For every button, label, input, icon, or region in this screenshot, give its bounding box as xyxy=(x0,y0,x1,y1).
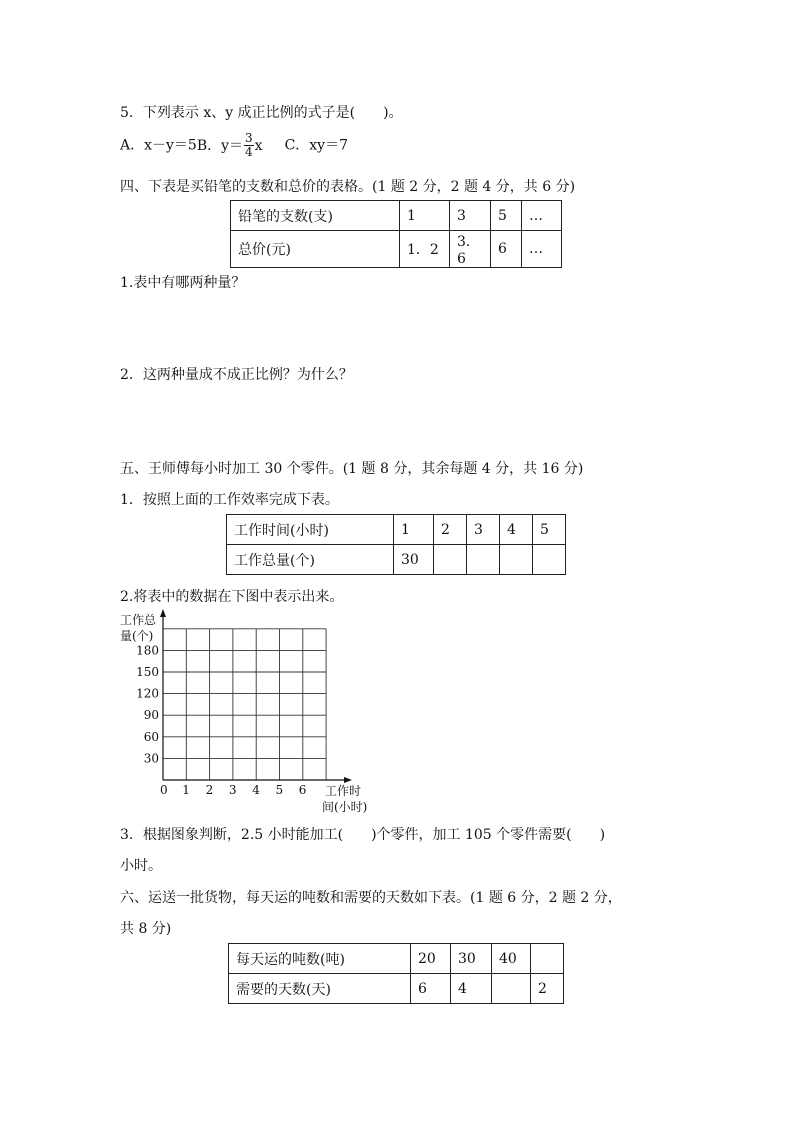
work-table-cell: 2 xyxy=(434,515,467,545)
work-table-row xyxy=(227,515,566,545)
y-tick-label: 90 xyxy=(143,708,159,723)
work-table-row-header: 工作时间(小时) xyxy=(227,515,394,545)
transport-table xyxy=(228,943,564,1004)
y-tick-label: 60 xyxy=(143,729,159,744)
section-5-q2: 2.将表中的数据在下图中表示出来。 xyxy=(120,589,344,605)
work-chart xyxy=(112,608,392,818)
q5-option-c: C．xy＝7 xyxy=(284,137,349,154)
pencil-table-cell: 5 xyxy=(491,201,522,231)
section-5-q1: 1．按照上面的工作效率完成下表。 xyxy=(120,492,339,508)
x-tick-label: 6 xyxy=(298,783,307,797)
section-4-heading: 四、下表是买铅笔的支数和总价的表格。(1 题 2 分，2 题 4 分，共 6 分) xyxy=(120,179,576,195)
y-axis-label-line1: 工作总 xyxy=(120,613,157,627)
q5-stem: 5．下列表示 x、y 成正比例的式子是( )。 xyxy=(120,105,403,121)
y-axis-arrow-icon xyxy=(160,609,166,617)
work-table-cell: 3 xyxy=(467,515,500,545)
transport-table-row-header: 需要的天数(天) xyxy=(229,974,411,1004)
work-table-cell xyxy=(533,545,566,575)
transport-table-cell: 6 xyxy=(411,974,451,1004)
pencil-table-cell: 6 xyxy=(491,231,522,268)
q5-option-b: B．y＝ $\frac{3}{4}$ x xyxy=(196,131,263,159)
transport-table-cell: 30 xyxy=(451,944,492,974)
fraction: $\frac{3}{4}$ xyxy=(245,131,253,159)
pencil-table-cell: … xyxy=(522,201,562,231)
x-tick-label: 3 xyxy=(228,783,237,797)
transport-table-cell: 20 xyxy=(411,944,451,974)
origin-label: 0 xyxy=(160,783,168,797)
section-6-heading-line2: 共 8 分) xyxy=(120,921,172,937)
transport-table-cell: 4 xyxy=(451,974,492,1004)
work-table-cell xyxy=(467,545,500,575)
x-tick-label: 1 xyxy=(182,783,190,797)
pencil-table-row xyxy=(231,201,562,231)
x-axis-arrow-icon xyxy=(344,777,352,783)
section-6-heading-line1: 六、运送一批货物，每天运的吨数和需要的天数如下表。(1 题 6 分，2 题 2 分， xyxy=(120,890,622,906)
y-axis-label-line2: 量(个) xyxy=(120,629,154,643)
pencil-table-cell: … xyxy=(522,231,562,268)
pencil-table-cell: 3 xyxy=(450,201,491,231)
y-tick-label: 180 xyxy=(136,643,159,658)
x-axis-label-line1: 工作时 xyxy=(325,784,362,798)
x-tick-label: 4 xyxy=(252,783,260,797)
section-5-heading: 五、王师傅每小时加工 30 个零件。(1 题 8 分，其余每题 4 分，共 16 分) xyxy=(120,461,584,477)
work-table xyxy=(226,514,566,575)
y-tick-label: 120 xyxy=(136,686,159,701)
transport-table-row xyxy=(229,944,564,974)
q5-options xyxy=(120,132,348,159)
work-table-cell xyxy=(434,545,467,575)
section-4-q2: 2．这两种量成不成正比例？为什么？ xyxy=(120,367,353,383)
pencil-table-cell: 3．6 xyxy=(450,231,491,268)
x-tick-label: 5 xyxy=(275,783,284,797)
section-5-q3-line2: 小时。 xyxy=(120,858,162,874)
y-tick-label: 30 xyxy=(143,751,159,766)
section-4-q1: 1.表中有哪两种量？ xyxy=(120,275,246,291)
transport-table-cell xyxy=(531,944,564,974)
work-table-row-header: 工作总量(个) xyxy=(227,545,394,575)
work-table-cell xyxy=(500,545,533,575)
pencil-table-cell: 1 xyxy=(400,201,450,231)
work-table-cell: 4 xyxy=(500,515,533,545)
pencil-table-cell: 1．2 xyxy=(400,231,450,268)
y-tick-label: 150 xyxy=(136,665,159,679)
work-table-cell: 1 xyxy=(394,515,434,545)
transport-table-cell: 40 xyxy=(492,944,531,974)
work-table-row xyxy=(227,545,566,575)
work-table-cell: 5 xyxy=(533,515,566,545)
transport-table-cell xyxy=(492,974,531,1004)
pencil-table-row xyxy=(231,231,562,268)
q5-option-a: A．x－y＝5 xyxy=(120,137,197,154)
work-table-cell: 30 xyxy=(394,545,434,575)
transport-table-row xyxy=(229,974,564,1004)
pencil-table-row-header: 总价(元) xyxy=(231,231,400,268)
pencil-table-row-header: 铅笔的支数(支) xyxy=(231,201,400,231)
transport-table-cell: 2 xyxy=(531,974,564,1004)
section-5-q3-line1: 3．根据图象判断，2.5 小时能加工( )个零件，加工 105 个零件需要( ) xyxy=(120,827,606,843)
chart-grid xyxy=(163,629,326,780)
x-tick-label: 2 xyxy=(205,783,214,797)
x-axis-label-line2: 间(小时) xyxy=(322,800,368,814)
pencil-price-table xyxy=(230,200,562,268)
transport-table-row-header: 每天运的吨数(吨) xyxy=(229,944,411,974)
